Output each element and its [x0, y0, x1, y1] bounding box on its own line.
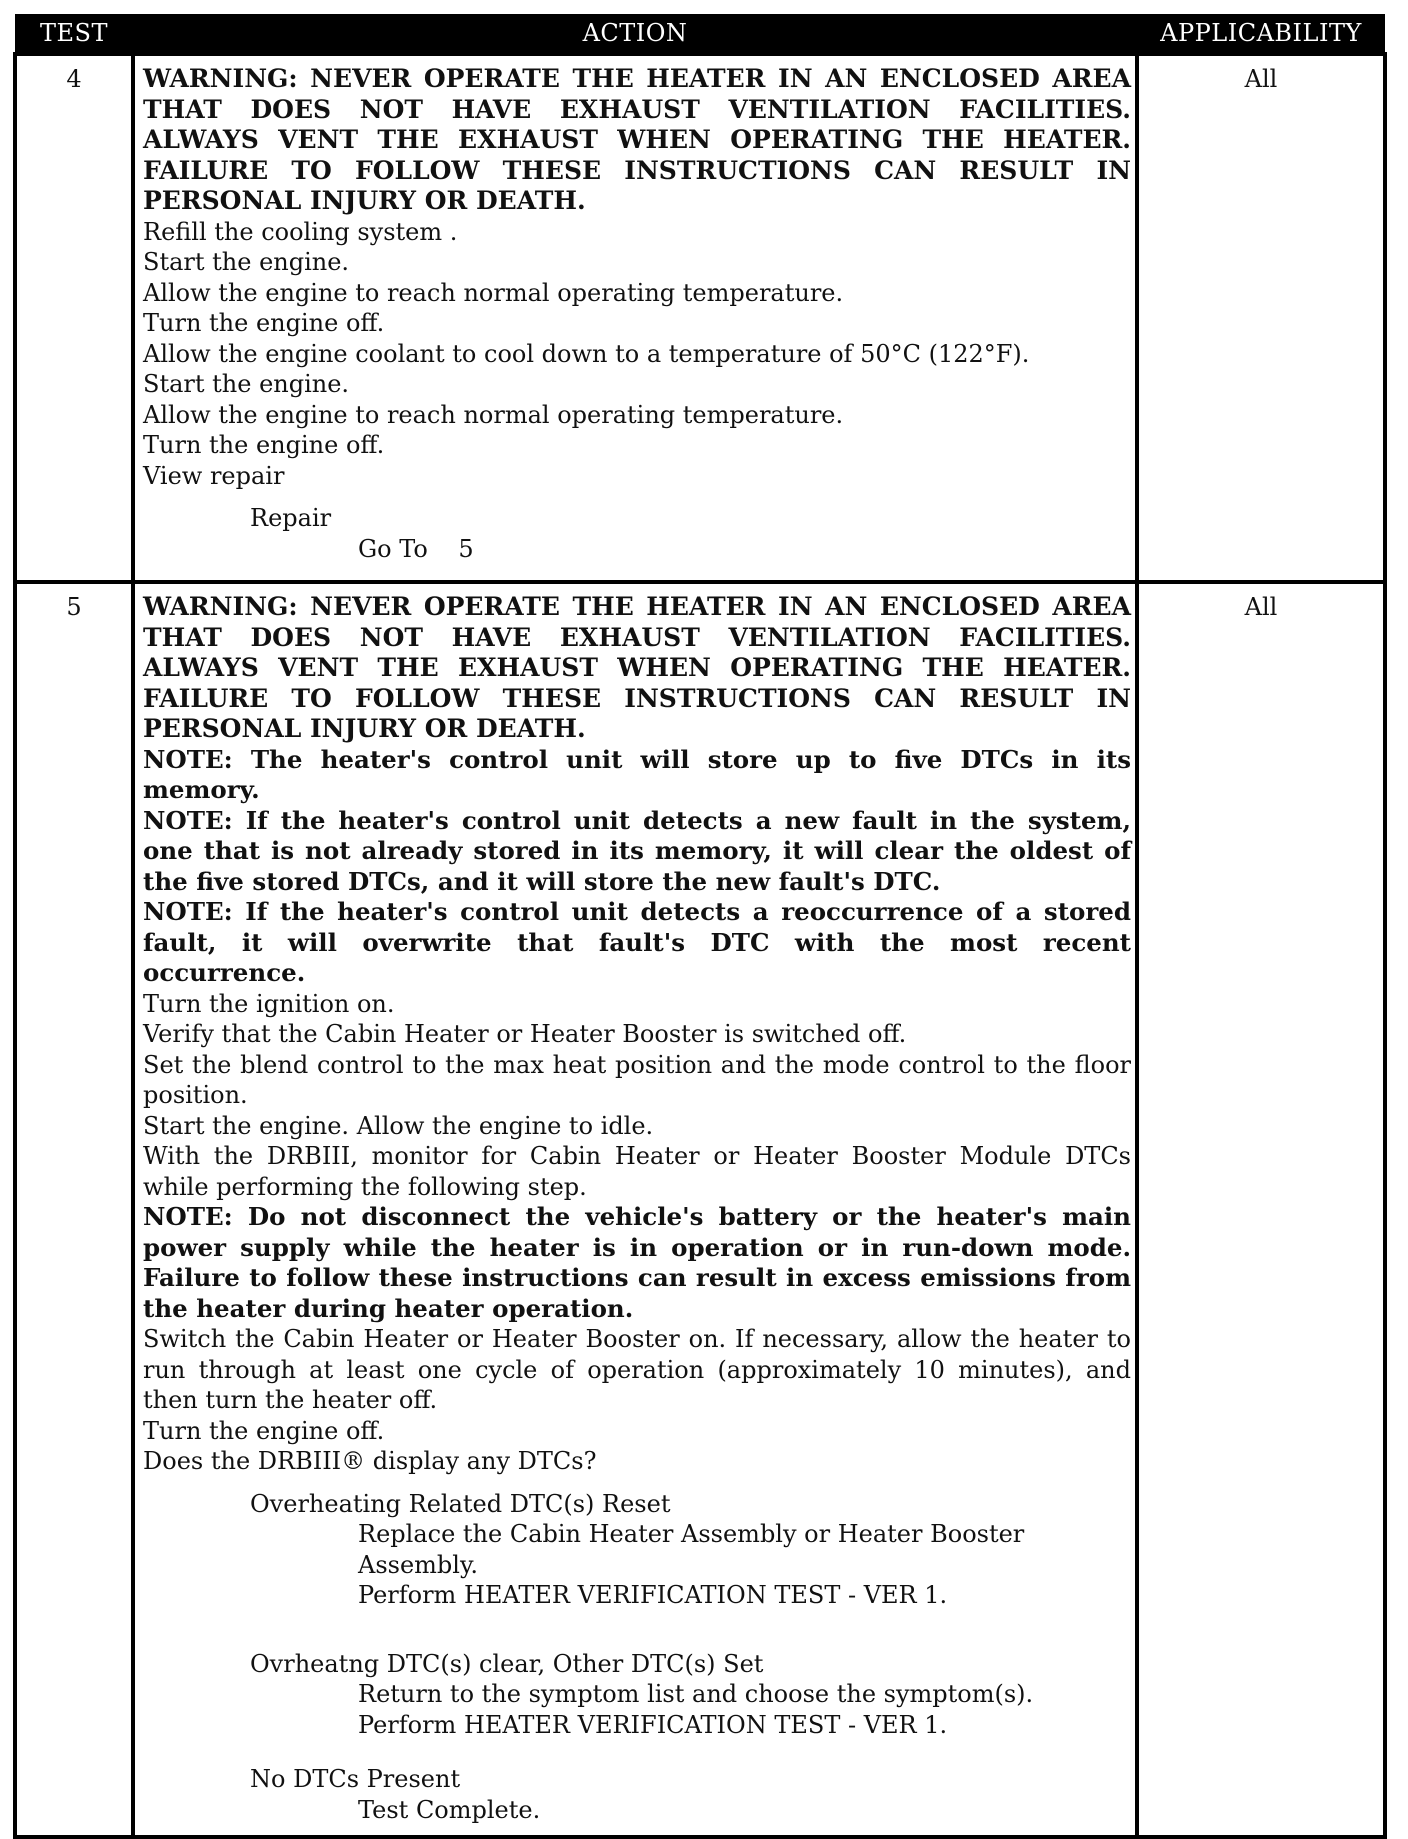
note-text: NOTE: The heater's control unit will store up to five DTCs in its memory. [143, 744, 1131, 804]
warning-text: WARNING: NEVER OPERATE THE HEATER IN AN ENCLOSED AREA THAT DOES NOT HAVE EXHAUST VENTILATION FACILITIES. ALWAYS VENT THE EXHAUST WHEN OPERATING THE HEATER. FAILURE TO FOLLOW THESE INSTRUCTIONS CAN RESULT IN PERSONAL INJURY OR DEATH. [143, 592, 1131, 743]
header-applicability: APPLICABILITY [1137, 14, 1385, 54]
result-action: Replace the Cabin Heater Assembly or Heater Booster Assembly. [358, 1520, 1025, 1579]
result-label: Overheating Related DTC(s) Reset [250, 1489, 671, 1518]
step-text: View repair [143, 461, 285, 490]
result-action: Go To 5 [358, 534, 474, 563]
result-action: Perform HEATER VERIFICATION TEST - VER 1. [358, 1710, 948, 1739]
warning-text: WARNING: NEVER OPERATE THE HEATER IN AN ENCLOSED AREA THAT DOES NOT HAVE EXHAUST VENTILATION FACILITIES. ALWAYS VENT THE EXHAUST WHEN OPERATING THE HEATER. FAILURE TO FOLLOW THESE INSTRUCTIONS CAN RESULT IN PERSONAL INJURY OR DEATH. [143, 64, 1131, 215]
step-text: Start the engine. [143, 248, 350, 276]
step-text: Verify that the Cabin Heater or Heater Booster is switched off. [143, 1020, 907, 1048]
step-text: Turn the engine off. [143, 431, 385, 459]
step-text: Set the blend control to the max heat position and the mode control to the floor position. [143, 1050, 1131, 1109]
step-text: Turn the engine off. [143, 309, 385, 337]
step-text: Turn the engine off. [143, 1416, 385, 1445]
note-text: NOTE: If the heater's control unit detects a new fault in the system, one that is not already stored in its memory, it will clear the oldest of the five stored DTCs, and it will store the new fault's DTC. [143, 805, 1131, 896]
result-label: Repair [250, 504, 332, 532]
result-action: Perform HEATER VERIFICATION TEST - VER 1. [358, 1581, 948, 1609]
applicability-value: All [1137, 582, 1385, 1837]
step-text: Switch the Cabin Heater or Heater Booster on. If necessary, allow the heater to run through at least one cycle of operation (approximately 10 minutes), and then turn the heater off. [143, 1325, 1131, 1414]
step-text: Start the engine. Allow the engine to idle. [143, 1111, 654, 1140]
note-text: NOTE: Do not disconnect the vehicle's battery or the heater's main power supply while the heater is in operation or in run-down mode. Failure to follow these instructions can result in excess emissions from the heater during heater operation. [143, 1202, 1131, 1323]
note-text: NOTE: If the heater's control unit detects a reoccurrence of a stored fault, it will overwrite that fault's DTC with the most recent occurrence. [143, 897, 1131, 987]
header-action: ACTION [133, 14, 1137, 54]
diagnostic-page [13, 14, 1383, 1839]
test-number: 4 [15, 54, 133, 582]
step-text: Allow the engine coolant to cool down to a temperature of 50°C (122°F). [143, 339, 1030, 368]
result-label: Ovrheatng DTC(s) clear, Other DTC(s) Set [250, 1649, 764, 1678]
step-text: Refill the cooling system . [143, 217, 458, 246]
table-row [15, 54, 1385, 582]
step-text: Allow the engine to reach normal operating temperature. [143, 400, 844, 429]
result-label: No DTCs Present [250, 1765, 461, 1793]
test-number: 5 [15, 582, 133, 1837]
step-text: Start the engine. [143, 370, 350, 398]
diagnostic-table [13, 14, 1387, 1839]
result-action: Test Complete. [358, 1795, 541, 1824]
action-cell [133, 54, 1137, 582]
header-test: TEST [15, 14, 133, 54]
applicability-value: All [1137, 54, 1385, 582]
action-cell [133, 582, 1137, 1837]
question-text: Does the DRBIII® display any DTCs? [143, 1447, 597, 1475]
table-row [15, 582, 1385, 1837]
step-text: With the DRBIII, monitor for Cabin Heater or Heater Booster Module DTCs while performing the following step. [143, 1142, 1131, 1201]
step-text: Turn the ignition on. [143, 989, 395, 1018]
table-header-row [15, 14, 1385, 54]
step-text: Allow the engine to reach normal operating temperature. [143, 278, 844, 307]
result-action: Return to the symptom list and choose the symptom(s). [358, 1680, 1034, 1708]
